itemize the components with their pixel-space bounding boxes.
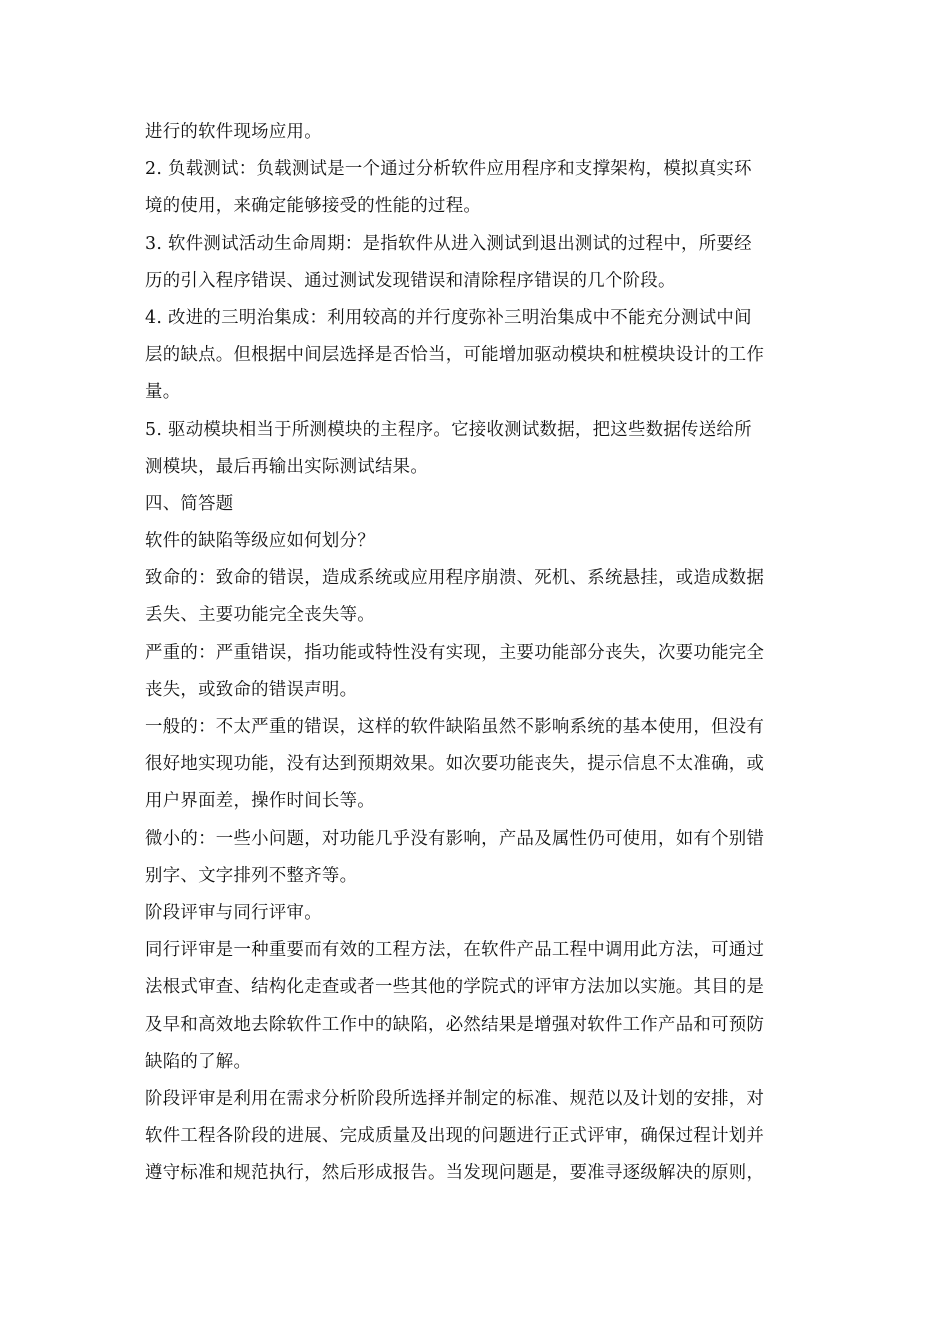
text-line: 同行评审是一种重要而有效的工程方法，在软件产品工程中调用此方法，可通过 <box>145 940 765 961</box>
text-line: 5. 驱动模块相当于所测模块的主程序。它接收测试数据，把这些数据传送给所 <box>145 419 752 440</box>
text-line: 严重的：严重错误，指功能或特性没有实现，主要功能部分丧失，次要功能完全 <box>145 642 765 663</box>
section-heading: 四、简答题 <box>145 493 234 514</box>
text-line: 4. 改进的三明治集成：利用较高的并行度弥补三明治集成中不能充分测试中间 <box>145 307 752 328</box>
text-line: 量。 <box>145 382 181 403</box>
text-line: 历的引入程序错误、通过测试发现错误和清除程序错误的几个阶段。 <box>145 270 676 291</box>
text-line: 法根式审查、结构化走查或者一些其他的学院式的评审方法加以实施。其目的是 <box>145 977 765 998</box>
text-line: 阶段评审是利用在需求分析阶段所选择并制定的标准、规范以及计划的安排，对 <box>145 1088 765 1109</box>
text-line: 及早和高效地去除软件工作中的缺陷，必然结果是增强对软件工作产品和可预防 <box>145 1014 765 1035</box>
text-line: 境的使用，来确定能够接受的性能的过程。 <box>145 196 482 217</box>
text-line: 软件工程各阶段的进展、完成质量及出现的问题进行正式评审，确保过程计划并 <box>145 1126 765 1147</box>
text-line: 别字、文字排列不整齐等。 <box>145 865 358 886</box>
document-page <box>145 114 810 1192</box>
text-line: 测模块，最后再输出实际测试结果。 <box>145 456 429 477</box>
text-line: 丧失，或致命的错误声明。 <box>145 679 358 700</box>
text-line: 层的缺点。但根据中间层选择是否恰当，可能增加驱动模块和桩模块设计的工作 <box>145 345 765 366</box>
text-line: 微小的：一些小问题，对功能几乎没有影响，产品及属性仍可使用，如有个别错 <box>145 828 765 849</box>
text-line: 用户界面差，操作时间长等。 <box>145 791 375 812</box>
text-line: 2. 负载测试：负载测试是一个通过分析软件应用程序和支撑架构，模拟真实环 <box>145 159 752 180</box>
text-line: 致命的：致命的错误，造成系统或应用程序崩溃、死机、系统悬挂，或造成数据 <box>145 568 765 589</box>
text-line: 丢失、主要功能完全丧失等。 <box>145 605 375 626</box>
text-line: 遵守标准和规范执行，然后形成报告。当发现问题是，要准寻逐级解决的原则， <box>145 1163 765 1184</box>
text-line: 很好地实现功能，没有达到预期效果。如次要功能丧失，提示信息不太准确，或 <box>145 754 765 775</box>
question-heading: 软件的缺陷等级应如何划分？ <box>145 531 375 552</box>
text-line: 进行的软件现场应用。 <box>145 122 322 142</box>
text-line: 一般的：不太严重的错误，这样的软件缺陷虽然不影响系统的基本使用，但没有 <box>145 717 765 737</box>
question-heading: 阶段评审与同行评审。 <box>145 902 322 923</box>
text-line: 3. 软件测试活动生命周期：是指软件从进入测试到退出测试的过程中，所要经 <box>145 233 752 254</box>
text-line: 缺陷的了解。 <box>145 1051 252 1072</box>
